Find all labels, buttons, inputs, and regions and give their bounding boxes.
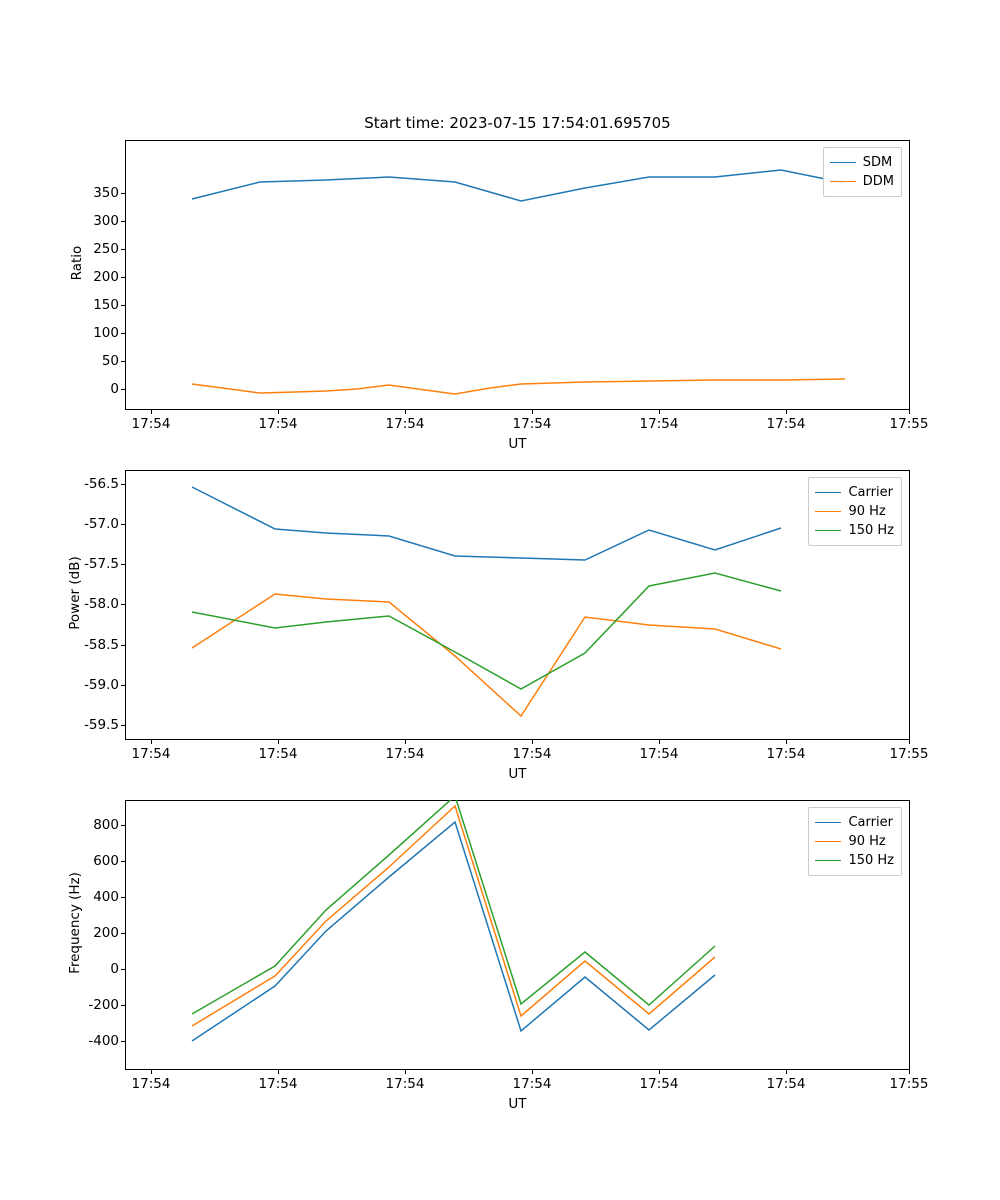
xtick-label: 17:54 xyxy=(766,746,806,762)
xtick-mark xyxy=(151,410,152,414)
legend-item xyxy=(830,153,894,172)
ytick-label: -58.5 xyxy=(84,637,119,653)
ytick-mark xyxy=(121,933,125,934)
legend-swatch-sdm xyxy=(830,162,856,163)
ytick-label: 150 xyxy=(93,297,119,313)
legend-label: Carrier xyxy=(848,815,893,830)
legend-swatch-150hz xyxy=(815,530,841,531)
y-axis-label: Frequency (Hz) xyxy=(67,872,83,974)
legend-item xyxy=(815,851,894,870)
ytick-label: -57.0 xyxy=(84,516,119,532)
legend-item xyxy=(830,172,894,191)
legend-label: 150 Hz xyxy=(848,523,894,538)
legend-item xyxy=(815,502,894,521)
y-axis-label: Power (dB) xyxy=(67,556,83,630)
xtick-mark xyxy=(909,410,910,414)
ytick-label: 800 xyxy=(93,817,119,833)
ytick-mark xyxy=(121,897,125,898)
xtick-mark xyxy=(909,1070,910,1074)
ytick-mark xyxy=(121,1005,125,1006)
ytick-mark xyxy=(121,861,125,862)
xtick-label: 17:54 xyxy=(639,416,679,432)
axes-lines-frequency xyxy=(125,800,910,1070)
xtick-mark xyxy=(659,410,660,414)
x-axis-label: UT xyxy=(508,436,527,452)
ytick-label: -59.5 xyxy=(84,717,119,733)
xtick-mark xyxy=(786,410,787,414)
ytick-mark xyxy=(121,725,125,726)
ytick-mark xyxy=(121,221,125,222)
legend-label: Carrier xyxy=(848,485,893,500)
legend-label: DDM xyxy=(862,174,894,189)
ytick-label: 300 xyxy=(93,213,119,229)
series-line-carrier-power xyxy=(192,487,781,560)
ytick-label: -200 xyxy=(88,997,119,1013)
ytick-label: 250 xyxy=(93,241,119,257)
series-line-150hz-frequency xyxy=(192,800,715,1014)
legend-label: 90 Hz xyxy=(848,834,886,849)
xtick-mark xyxy=(278,740,279,744)
ytick-mark xyxy=(121,604,125,605)
panel-frequency xyxy=(67,800,929,1112)
axes-lines-power xyxy=(125,470,910,740)
xtick-label: 17:54 xyxy=(639,1076,679,1092)
legend-item xyxy=(815,832,894,851)
ytick-mark xyxy=(121,333,125,334)
xtick-label: 17:55 xyxy=(889,416,929,432)
legend-panel-ratio xyxy=(823,147,902,197)
ytick-label: 50 xyxy=(101,353,119,369)
xtick-label: 17:54 xyxy=(766,1076,806,1092)
xtick-label: 17:54 xyxy=(512,416,552,432)
legend-label: 150 Hz xyxy=(848,853,894,868)
legend-swatch-carrier xyxy=(815,822,841,823)
panel-ratio xyxy=(69,114,929,452)
legend-item xyxy=(815,521,894,540)
ytick-label: 0 xyxy=(110,961,119,977)
x-axis-label: UT xyxy=(508,1096,527,1112)
ytick-mark xyxy=(121,361,125,362)
legend-panel-frequency xyxy=(808,807,902,876)
xtick-label: 17:54 xyxy=(512,746,552,762)
plot-title: Start time: 2023-07-15 17:54:01.695705 xyxy=(364,114,671,132)
xtick-label: 17:54 xyxy=(258,1076,298,1092)
xtick-label: 17:54 xyxy=(639,746,679,762)
ytick-label: 400 xyxy=(93,889,119,905)
ytick-mark xyxy=(121,389,125,390)
x-axis-label: UT xyxy=(508,766,527,782)
ytick-mark xyxy=(121,277,125,278)
xtick-mark xyxy=(151,740,152,744)
xtick-label: 17:54 xyxy=(385,1076,425,1092)
ytick-mark xyxy=(121,524,125,525)
xtick-label: 17:55 xyxy=(889,746,929,762)
legend-swatch-90hz xyxy=(815,841,841,842)
xtick-mark xyxy=(278,1070,279,1074)
xtick-mark xyxy=(405,410,406,414)
legend-swatch-90hz xyxy=(815,511,841,512)
panel-power xyxy=(67,470,929,782)
ytick-mark xyxy=(121,249,125,250)
series-line-90hz-power xyxy=(192,594,781,716)
xtick-label: 17:54 xyxy=(131,746,171,762)
ytick-mark xyxy=(121,969,125,970)
xtick-label: 17:54 xyxy=(258,746,298,762)
ytick-mark xyxy=(121,305,125,306)
xtick-label: 17:54 xyxy=(385,746,425,762)
series-line-ddm xyxy=(192,379,845,394)
xtick-mark xyxy=(659,740,660,744)
legend-item xyxy=(815,483,894,502)
ytick-label: 200 xyxy=(93,925,119,941)
xtick-mark xyxy=(405,740,406,744)
ytick-mark xyxy=(121,484,125,485)
xtick-mark xyxy=(278,410,279,414)
series-line-150hz-power xyxy=(192,573,781,689)
xtick-mark xyxy=(909,740,910,744)
xtick-mark xyxy=(151,1070,152,1074)
xtick-label: 17:54 xyxy=(766,416,806,432)
xtick-label: 17:54 xyxy=(258,416,298,432)
ytick-label: -400 xyxy=(88,1033,119,1049)
ytick-label: 100 xyxy=(93,325,119,341)
ytick-mark xyxy=(121,1041,125,1042)
y-axis-label: Ratio xyxy=(69,245,85,281)
legend-swatch-150hz xyxy=(815,860,841,861)
ytick-label: -57.5 xyxy=(84,556,119,572)
xtick-label: 17:54 xyxy=(512,1076,552,1092)
xtick-label: 17:54 xyxy=(385,416,425,432)
ytick-label: 200 xyxy=(93,269,119,285)
ytick-mark xyxy=(121,645,125,646)
ytick-label: -59.0 xyxy=(84,677,119,693)
xtick-mark xyxy=(786,740,787,744)
legend-swatch-ddm xyxy=(830,181,856,182)
xtick-label: 17:54 xyxy=(131,416,171,432)
xtick-mark xyxy=(532,410,533,414)
ytick-label: 600 xyxy=(93,853,119,869)
legend-label: SDM xyxy=(862,155,893,170)
ytick-label: 0 xyxy=(110,381,119,397)
ytick-mark xyxy=(121,193,125,194)
xtick-mark xyxy=(405,1070,406,1074)
ytick-label: -56.5 xyxy=(84,476,119,492)
legend-panel-power xyxy=(808,477,902,546)
xtick-mark xyxy=(532,1070,533,1074)
series-line-carrier-frequency xyxy=(192,822,715,1041)
xtick-label: 17:55 xyxy=(889,1076,929,1092)
xtick-label: 17:54 xyxy=(131,1076,171,1092)
ytick-mark xyxy=(121,685,125,686)
legend-item xyxy=(815,813,894,832)
xtick-mark xyxy=(786,1070,787,1074)
series-line-sdm xyxy=(192,170,845,201)
legend-swatch-carrier xyxy=(815,492,841,493)
xtick-mark xyxy=(659,1070,660,1074)
xtick-mark xyxy=(532,740,533,744)
legend-label: 90 Hz xyxy=(848,504,886,519)
ytick-label: 350 xyxy=(93,185,119,201)
axes-lines-ratio xyxy=(125,140,910,410)
ytick-mark xyxy=(121,564,125,565)
series-line-90hz-frequency xyxy=(192,806,715,1026)
ytick-mark xyxy=(121,825,125,826)
ytick-label: -58.0 xyxy=(84,596,119,612)
